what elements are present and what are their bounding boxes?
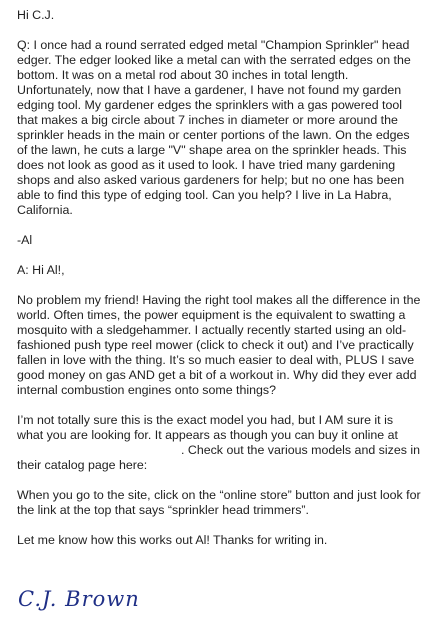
answer-paragraph-3: When you go to the site, click on the “online store” button and just look for the link at the top that says “sprinkler head trimmers”. — [17, 488, 421, 517]
answer-paragraph-2-end: . Check out the various models and sizes in their catalog page here: — [17, 443, 420, 472]
answer-paragraph-4: Let me know how this works out Al! Thanks for writing in. — [17, 533, 328, 547]
greeting: Hi C.J. — [17, 8, 55, 22]
signature: C.J. Brown — [18, 587, 140, 611]
letter-body — [17, 8, 422, 563]
question-paragraph: Q: I once had a round serrated edged metal "Champion Sprinkler" head edger. The edger looked like a metal can with the serrated edges on the bottom. It was on a metal rod about 30 inches in total length. Unfortunately, now that I have a gardener, I have not found my garden edging tool. My gardener edges the sprinklers with a gas powered tool that makes a big circle about 7 inches in diameter or more around the sprinkler heads in the main or center portions of the lawn. On the edges of the lawn, he cuts a large "V" shape area on the sprinkler heads. This does not look as good as it used to look. I have tried many gardening shops and also asked various gardeners for help; but no one has been able to find this type of edging tool. Can you help? I live in La Habra, California. — [17, 38, 411, 217]
question-sign-off: -Al — [17, 233, 33, 247]
answer-paragraph-1: No problem my friend! Having the right tool makes all the difference in the world. Often times, the power equipment is the equivalent to swatting a mosquito with a sledgehammer. I actually recently started using an old-fashioned push type reel mower (click to check it out) and I’ve practically fallen in love with the thing. It’s so much easier to deal with, PLUS I save good money on gas AND get a bit of a workout in. Why did they ever add internal combustion engines onto some things? — [17, 293, 421, 397]
answer-paragraph-2-start: I’m not totally sure this is the exact model you had, but I AM sure it is what you are looking for. It appears as though you can buy it online at — [17, 413, 398, 442]
answer-greeting: A: Hi Al!, — [17, 263, 65, 277]
answer-paragraph-2 — [17, 413, 422, 473]
